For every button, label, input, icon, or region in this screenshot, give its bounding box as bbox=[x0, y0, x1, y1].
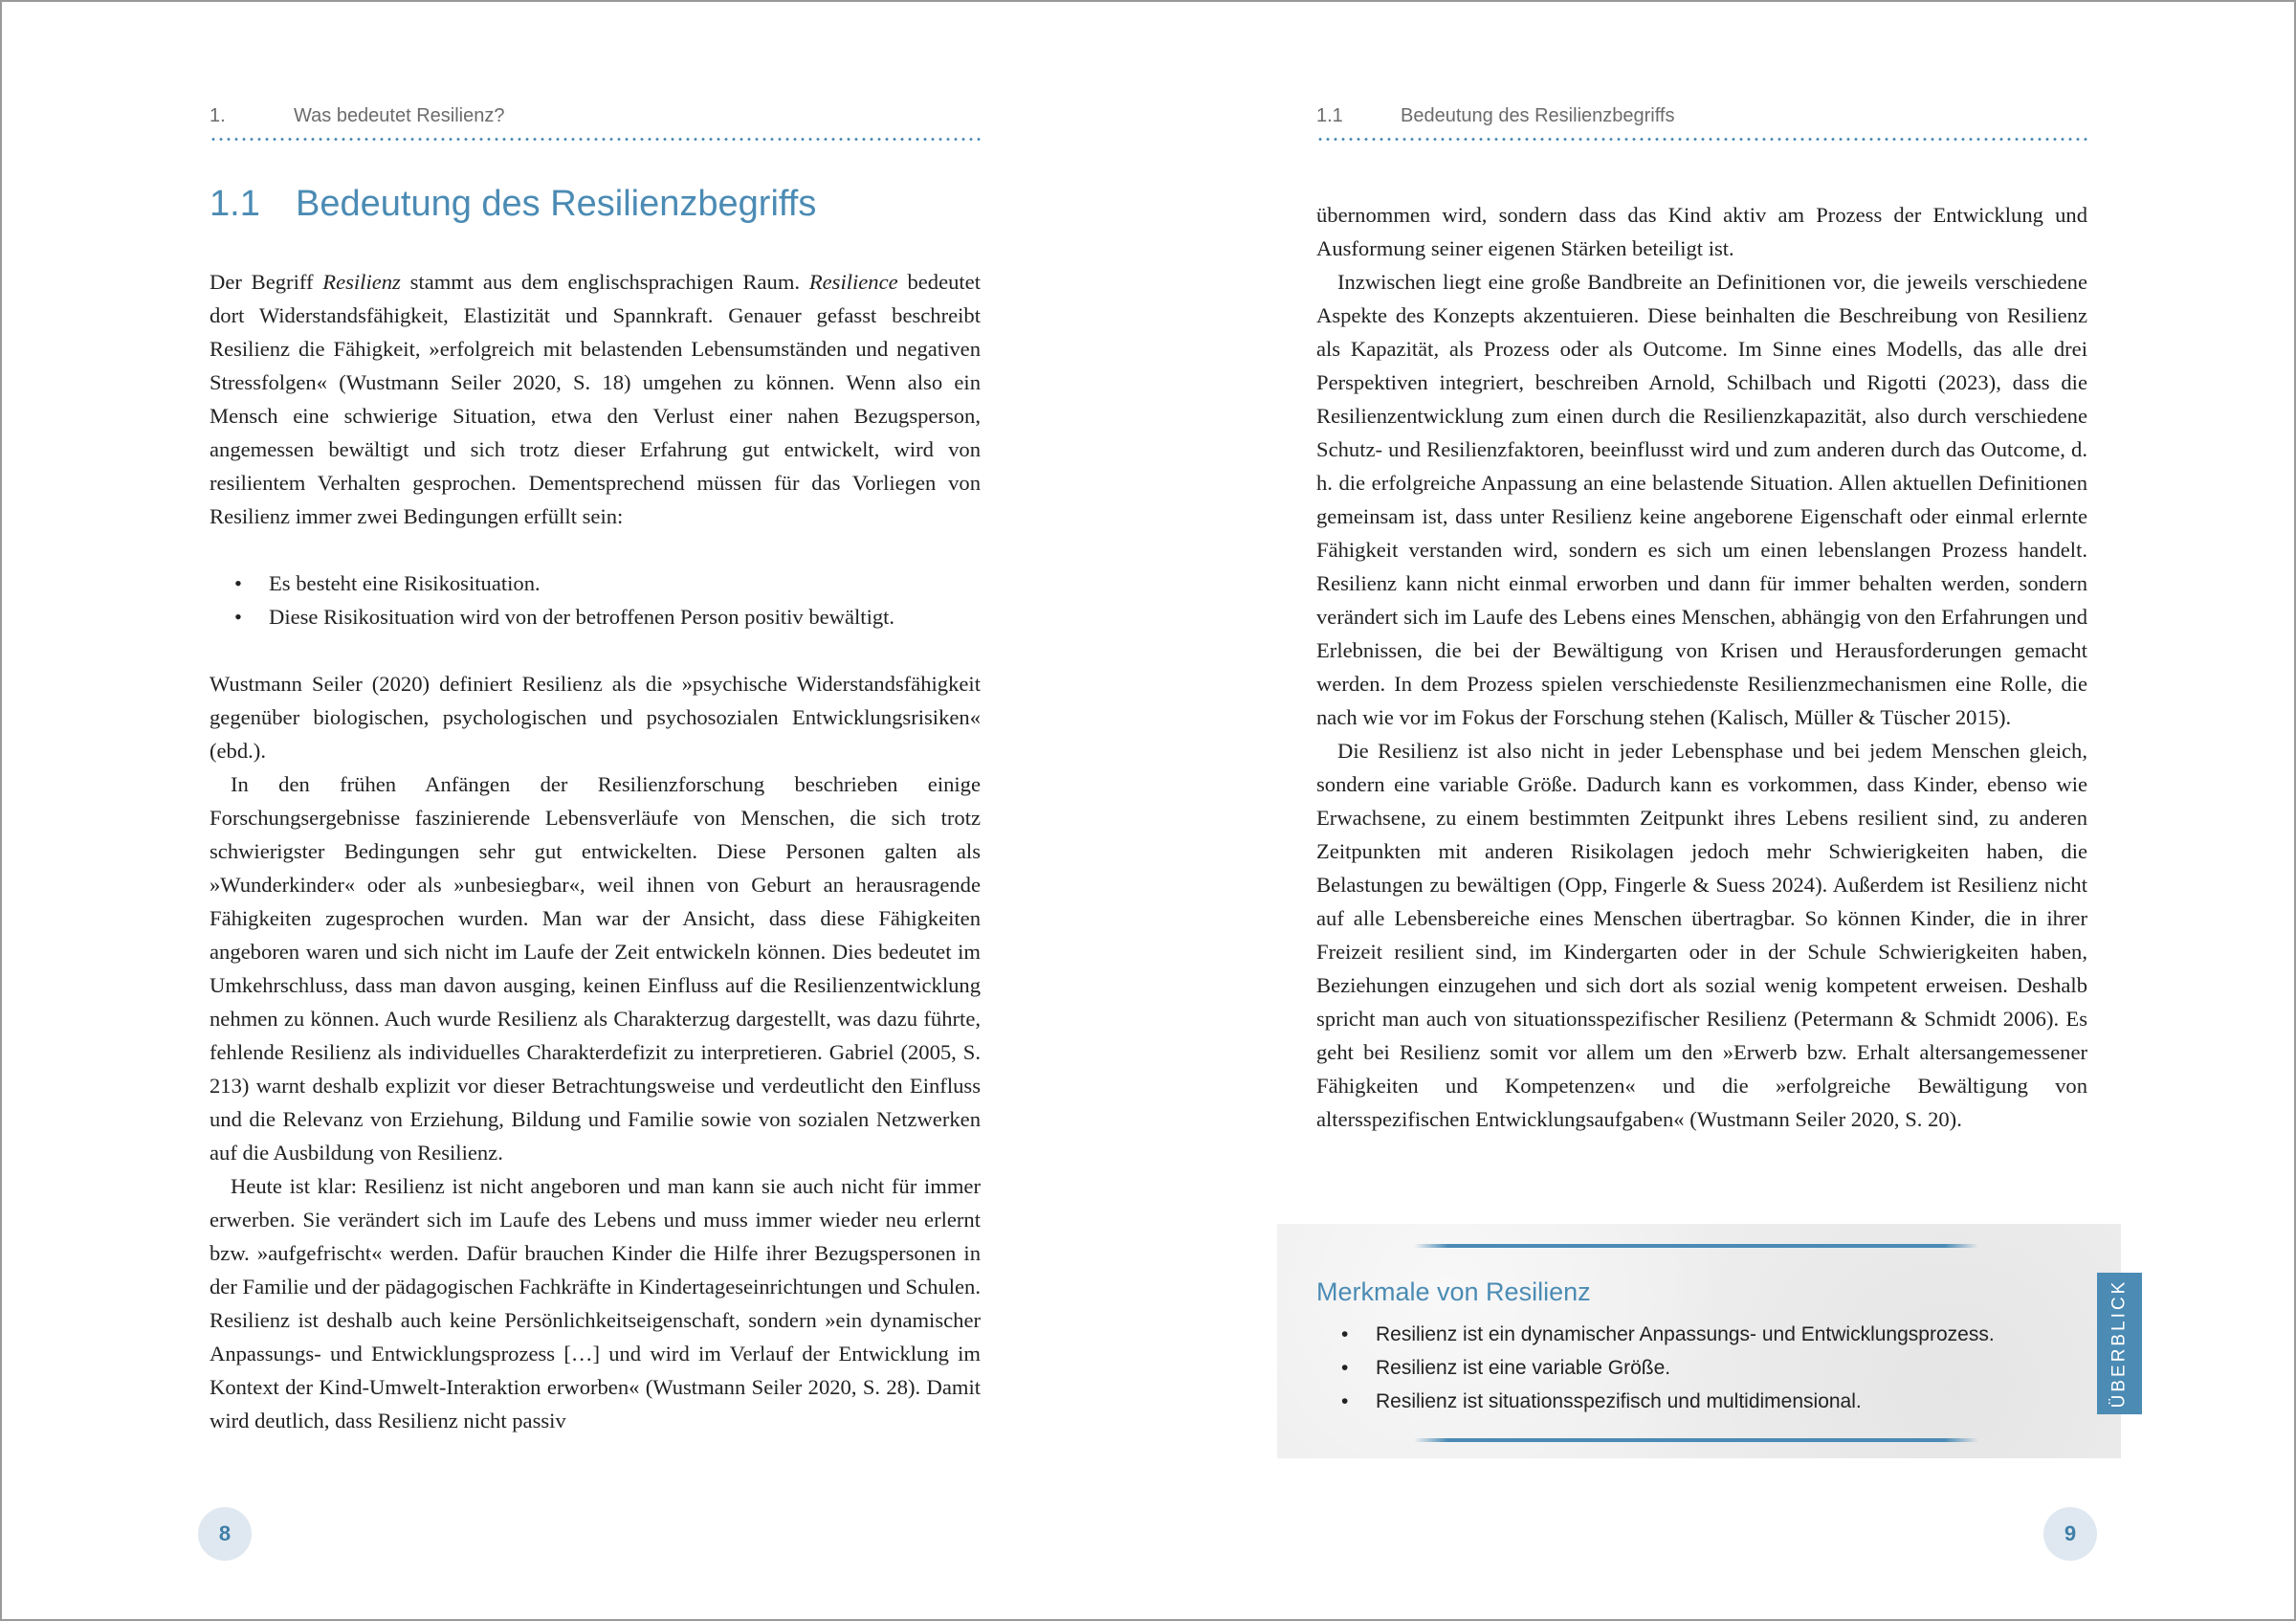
overview-side-tab bbox=[2097, 1273, 2142, 1414]
italic-term: Resilienz bbox=[322, 270, 401, 294]
right-body-text bbox=[1316, 198, 2087, 1136]
box-bottom-rule bbox=[1414, 1438, 1978, 1442]
text-run: Der Begriff bbox=[210, 270, 323, 294]
paragraph: Wustmann Seiler (2020) definiert Resilienz als die »psychische Widerstandsfähigkeit gegenüber biologischen, psychologischen und psychosozialen Entwicklungsrisiken« (ebd.). bbox=[210, 672, 981, 763]
overview-box-title: Merkmale von Resilienz bbox=[1316, 1277, 1591, 1306]
overview-box bbox=[1277, 1224, 2121, 1458]
page-number-badge: 9 bbox=[2043, 1507, 2097, 1561]
paragraph: In den frühen Anfängen der Resilienzforschung beschrieben einige Forschungsergebnisse faszinierende Lebensverläufe von Menschen, die sich trotz schwierigster Bedingungen sehr gut entwickelten. Diese Personen galten als »Wunderkinder« oder als »unbesiegbar«, weil ihnen von Geburt an herausragende Fähigkeiten zugesprochen wurden. Man war der Ansicht, dass diese Fähigkeiten angeboren waren und sich nicht im Laufe der Zeit entwickeln können. Dies bedeutet im Umkehrschluss, dass man davon ausging, keinen Einfluss auf die Resilienzentwicklung nehmen zu können. Auch wurde Resilienz als Charakterzug dargestellt, was dazu führte, fehlende Resilienz als individuelles Charakterdefizit zu interpretieren. Gabriel (2005, S. 213) warnt deshalb explizit vor dieser Betrachtungsweise und verdeutlicht den Einfluss und die Relevanz von Erziehung, Bildung und Familie sowie von sozialen Netzwerken auf die Ausbildung von Resilienz. bbox=[210, 772, 981, 1165]
running-head-title: Was bedeutet Resilienz? bbox=[294, 105, 505, 126]
section-number: 1.1 bbox=[210, 184, 260, 224]
overview-list bbox=[1316, 1318, 1995, 1418]
left-body-text bbox=[210, 265, 981, 1437]
text-run: bedeutet dort Widerstandsfähigkeit, Elastizität und Spannkraft. Genauer gefasst beschreibt Resilienz die Fähigkeit, »erfolgreich mit belastenden Lebensumständen und negativen Stressfolgen« (Wustmann Seiler 2020, S. 18) umgehen zu können. Wenn also ein Mensch eine schwierige Situation, etwa den Verlust einer nahen Bezugsperson, angemessen bewältigt und sich trotz dieser Erfahrung gut entwickelt, wird von resilientem Verhalten gesprochen. Dementsprechend müssen für das Vorliegen von Resilienz immer zwei Bedingungen erfüllt sein: bbox=[210, 270, 981, 528]
running-head-number: 1. bbox=[210, 105, 226, 126]
running-head-right bbox=[1316, 105, 2087, 127]
box-top-rule bbox=[1414, 1244, 1978, 1248]
paragraph: übernommen wird, sondern dass das Kind aktiv am Prozess der Entwicklung und Ausformung seiner eigenen Stärken beteiligt ist. bbox=[1316, 203, 2087, 260]
list-item: • Es besteht eine Risikosituation. bbox=[269, 566, 981, 600]
running-head-title: Bedeutung des Resilienzbegriffs bbox=[1401, 105, 1675, 126]
paragraph: Inzwischen liegt eine große Bandbreite an Definitionen vor, die jeweils verschiedene Aspekte des Konzepts akzentuieren. Diese beinhalten die Beschreibung von Resilienz als Kapazität, als Prozess oder als Outcome. Im Sinne eines Modells, das alle drei Perspektiven integriert, beschreiben Arnold, Schilbach und Rigotti (2023), dass die Resilienzentwicklung zum einen durch die Resilienzkapazität, also durch verschiedene Schutz- und Resilienzfaktoren, beeinflusst wird und zum anderen durch das Outcome, d. h. die erfolgreiche Anpassung an eine belastende Situation. Allen aktuellen Definitionen gemeinsam ist, dass unter Resilienz keine angeborene Eigenschaft oder einmal erlernte Fähigkeit verstanden wird, sondern es sich um einen lebenslangen Prozess handelt. Resilienz kann nicht einmal erworben und dann für immer behalten werden, sondern verändert sich im Laufe des Lebens eines Menschen, abhängig von den Erfahrungen und Erlebnissen, die bei der Bewältigung von Krisen und Herausforderungen gemacht werden. In dem Prozess spielen verschiedenste Resilienzmechanismen eine Rolle, die nach wie vor im Fokus der Forschung stehen (Kalisch, Müller & Tüscher 2015). bbox=[1316, 270, 2087, 729]
dotted-rule bbox=[210, 138, 981, 141]
paragraph: Die Resilienz ist also nicht in jeder Lebensphase und bei jedem Menschen gleich, sondern eine variable Größe. Dadurch kann es vorkommen, dass Kinder, ebenso wie Erwachsene, zu einem bestimmten Zeitpunkt ihres Lebens resilient sind, zu anderen Zeitpunkten mit anderen Risikolagen jedoch mehr Schwierigkeiten haben, die Belastungen zu bewältigen (Opp, Fingerle & Suess 2024). Außerdem ist Resilienz nicht auf alle Lebensbereiche eines Menschen übertragbar. So können Kinder, die in ihrer Freizeit resilient sind, im Kindergarten oder in der Schule Schwierigkeiten haben, Beziehungen einzugehen und sich dort als sozial wenig kompetent erweisen. Deshalb spricht man auch von situationsspezifischer Resilienz (Petermann & Schmidt 2006). Es geht bei Resilienz somit vor allem um den »Erwerb bzw. Erhalt altersangemessener Fähigkeiten und Kompetenzen« und die »erfolgreiche Bewältigung von altersspezifischen Entwicklungsaufgaben« (Wustmann Seiler 2020, S. 20). bbox=[1316, 739, 2087, 1131]
list-item: • Diese Risikosituation wird von der betroffenen Person positiv bewältigt. bbox=[269, 600, 981, 633]
section-title-text: Bedeutung des Resilienzbegriffs bbox=[296, 184, 817, 224]
text-run: stammt aus dem englischsprachigen Raum. bbox=[400, 270, 809, 294]
condition-list bbox=[210, 566, 981, 633]
list-item: • Resilienz ist eine variable Größe. bbox=[1376, 1351, 1995, 1385]
dotted-rule bbox=[1316, 138, 2087, 141]
paragraph: Heute ist klar: Resilienz ist nicht angeboren und man kann sie auch nicht für immer erwerben. Sie verändert sich im Laufe des Lebens und muss immer wieder neu erlernt bzw. »aufgefrischt« werden. Dafür brauchen Kinder die Hilfe ihrer Bezugspersonen in der Familie und der pädagogischen Fachkräfte in Kindertageseinrichtungen und Schulen. Resilienz ist deshalb auch keine Persönlichkeitseigenschaft, sondern »ein dynamischer Anpassungs- und Entwicklungsprozess […] und wird im Verlauf der Entwicklung im Kontext der Kind-Umwelt-Interaktion erworben« (Wustmann Seiler 2020, S. 28). Damit wird deutlich, dass Resilienz nicht passiv bbox=[210, 1174, 981, 1432]
running-head-number: 1.1 bbox=[1316, 105, 1343, 126]
list-item: • Resilienz ist situationsspezifisch und multidimensional. bbox=[1376, 1385, 1995, 1418]
italic-term: Resilience bbox=[808, 270, 898, 294]
side-tab-label: ÜBERBLICK bbox=[2108, 1278, 2130, 1409]
list-item: • Resilienz ist ein dynamischer Anpassungs- und Entwicklungsprozess. bbox=[1376, 1318, 1995, 1351]
page-number-badge: 8 bbox=[198, 1507, 252, 1561]
paragraph bbox=[210, 265, 981, 533]
section-heading bbox=[210, 184, 816, 225]
left-page bbox=[210, 0, 981, 1621]
running-head-left bbox=[210, 105, 981, 127]
